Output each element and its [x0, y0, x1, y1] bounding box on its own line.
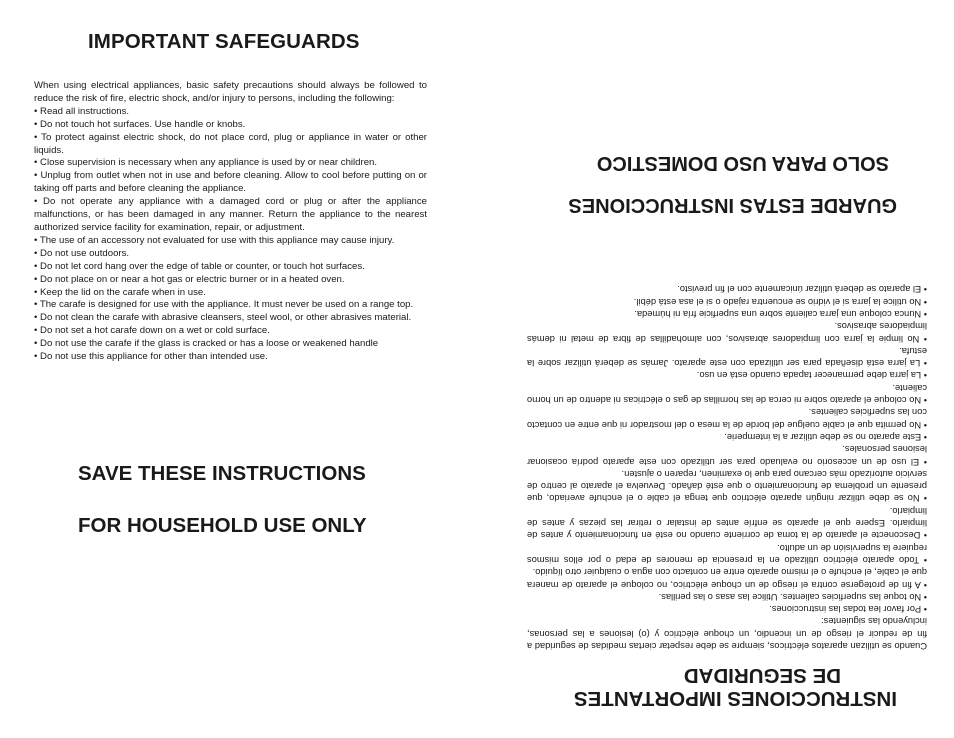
spanish-paragraph: • No se debe utilizar ningún aparato eléctrico que tenga el cable o el enchufe averiado, que presente un problema de funcionamiento o que esté dañado. Devuelva el aparato al centro de servicio autorizado más cercano para que lo examinen, reparen o ajusten.: [527, 468, 927, 504]
english-paragraph: • The use of an accessory not evaluated for use with this appliance may cause injury.: [34, 234, 395, 246]
spanish-title: [527, 664, 897, 710]
english-body: [34, 80, 427, 364]
english-paragraph: • Keep the lid on the carafe when in use.: [34, 286, 206, 298]
spanish-paragraph: • No permita que el cable cuelgue del borde de la mesa o del mostrador ni que entre en contacto con las superficies calientes.: [527, 407, 927, 430]
english-paragraph: • Close supervision is necessary when any appliance is used by or near children.: [34, 157, 378, 169]
english-title: IMPORTANT SAFEGUARDS: [88, 30, 360, 53]
english-paragraph: • Do not set a hot carafe down on a wet or cold surface.: [34, 325, 270, 337]
spanish-paragraph: • El uso de un accesorio no evaluado para ser utilizado con este aparato podría ocasionar lesiones personales.: [527, 444, 927, 467]
household-use-heading: FOR HOUSEHOLD USE ONLY: [78, 514, 367, 537]
spanish-paragraph: • No toque las superficies calientes. Utilice las asas o las perillas.: [658, 591, 927, 602]
spanish-paragraph: • A fin de protegerse contra el riesgo de un choque eléctrico, no coloque el aparato de manera que el cable, el enchufe o el mismo aparato entre en contacto con agua o cualquier otro líquido.: [527, 567, 927, 590]
spanish-paragraph: • Por favor lea todas las instrucciones.: [769, 604, 927, 615]
english-paragraph: • Do not operate any appliance with a damaged cord or plug or after the appliance malfunctions, or has been damaged in any manner. Return the appliance to the nearest authorized service facility for examination, repair, or adjustment.: [34, 196, 427, 233]
spanish-paragraph: • La jarra está diseñada para ser utilizada con este aparato. Jamás se deberá utilizar sobre la estufa.: [527, 345, 927, 369]
english-paragraph: • Do not touch hot surfaces. Use handle or knobs.: [34, 118, 246, 130]
spanish-title-line2: DE SEGURIDAD: [683, 664, 841, 687]
spanish-paragraph: • Este aparato no se debe utilizar a la intemperie.: [724, 431, 927, 442]
english-paragraph: • Do not place on or near a hot gas or electric burner or in a heated oven.: [34, 273, 345, 285]
spanish-paragraph: • Desconecte el aparato de la toma de corriente cuando no esté en funcionamiento y antes de limpiarlo. Espere que el aparato se enfríe antes de instalar o retirar las piezas y antes de limpiarlo.: [527, 505, 927, 541]
spanish-paragraph: • No coloque el aparato sobre ni cerca de las hornillas de gas o eléctricas ni adentro de un horno caliente.: [527, 382, 927, 406]
english-paragraph: • Do not use the carafe if the glass is cracked or has a loose or weakened handle: [34, 338, 379, 350]
spanish-paragraph: Cuando se utilizan aparatos eléctricos, siempre se debe respetar ciertas medidas de seguridad a fin de reducir el riesgo de un incendio, un choque eléctrico y (o) lesiones a las personas, incluyendo las siguientes:: [527, 616, 927, 651]
english-paragraph: When using electrical appliances, basic safety precautions should always be followed to reduce the risk of fire, electric shock, and/or injury to persons, including the following:: [34, 80, 427, 104]
english-paragraph: • Read all instructions.: [34, 105, 130, 117]
english-paragraph: • Do not let cord hang over the edge of table or counter, or touch hot surfaces.: [34, 260, 365, 272]
spanish-paragraph: • Todo aparato eléctrico utilizado en la presencia de menores de edad o por ellos mismos requiere la supervisión de un adulto.: [527, 542, 927, 565]
spanish-paragraph: • La jarra debe permanecer tapada cuando está en uso.: [696, 370, 927, 381]
english-paragraph: • The carafe is designed for use with the appliance. It must never be used on a range top.: [34, 299, 414, 311]
spanish-section: [527, 30, 927, 710]
english-paragraph: • Do not clean the carafe with abrasive cleansers, steel wool, or other abrasives material.: [34, 312, 412, 324]
spanish-paragraph: • No limpie la jarra con limpiadores abrasivos, con almohadillas de fibra de metal ni demás limpiadores abrasivos.: [527, 321, 927, 344]
spanish-paragraph: • No utilice la jarra si el vidrio se encuentra rajado o si el asa está débil.: [633, 296, 927, 307]
spanish-household-heading: SOLO PARA USO DOMESTICO: [596, 152, 889, 174]
english-paragraph: • To protect against electric shock, do not place cord, plug or appliance in water or other liquids.: [34, 131, 427, 156]
save-instructions-heading: SAVE THESE INSTRUCTIONS: [78, 462, 366, 485]
english-paragraph: • Unplug from outlet when not in use and before cleaning. Allow to cool before putting on or taking off parts and before cleaning the appliance.: [34, 170, 427, 195]
spanish-body: [527, 283, 927, 652]
spanish-title-line1: INSTRUCCIONES IMPORTANTES: [573, 687, 897, 710]
spanish-paragraph: • El aparato se deberá utilizar únicamente con el fin previsto.: [677, 284, 927, 295]
english-paragraph: • Do not use outdoors.: [34, 247, 130, 259]
spanish-save-heading: GUARDE ESTAS INSTRUCCIONES: [568, 194, 897, 216]
english-section: [34, 30, 427, 364]
english-paragraph: • Do not use this appliance for other than intended use.: [34, 351, 268, 363]
spanish-paragraph: • Nunca coloque una jarra caliente sobre una superficie fría ni húmeda.: [634, 308, 927, 319]
